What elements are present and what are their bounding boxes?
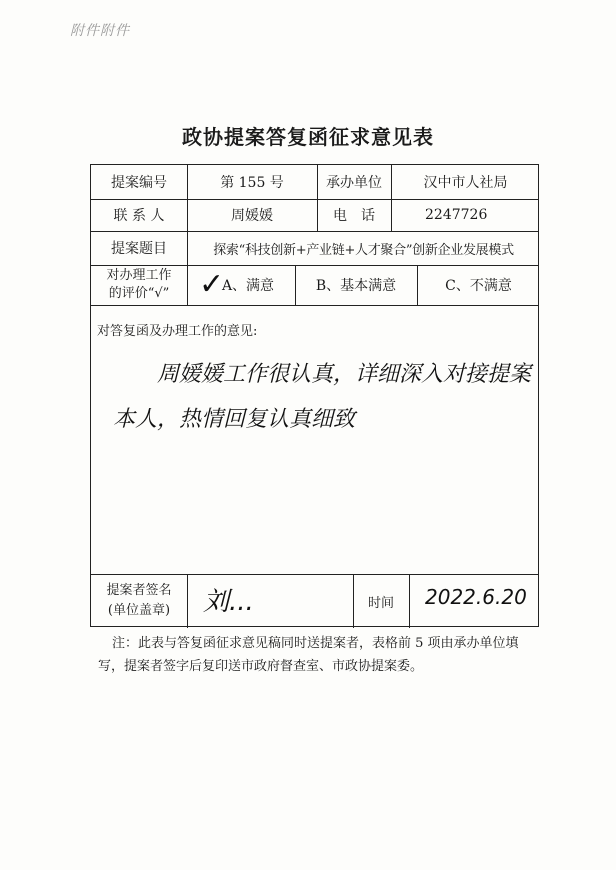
proposal-number-value: 第 155 号 — [220, 175, 284, 191]
evaluation-label-line1: 对办理工作 — [106, 268, 172, 283]
handling-unit-label: 承办单位 — [326, 175, 382, 191]
proposal-topic-label: 提案题目 — [111, 241, 167, 257]
time-label: 时间 — [367, 595, 394, 611]
checkmark-icon: ✓ — [199, 267, 225, 302]
proposal-form-table — [90, 164, 539, 627]
opinion-handwritten-line2: 本人，热情回复认真细致 — [113, 407, 356, 432]
corner-handwritten-note: 附件附件 — [70, 23, 130, 39]
proposal-topic-value: 探索“科技创新+产业链+人才聚合”创新企业发展模式 — [213, 242, 514, 258]
opinion-label: 对答复函及办理工作的意见: — [97, 323, 258, 339]
page-title: 政协提案答复函征求意见表 — [182, 125, 434, 149]
contact-person-value: 周媛媛 — [231, 208, 273, 224]
phone-value: 2247726 — [425, 207, 488, 223]
time-value: 2022.6.20 — [425, 585, 527, 609]
option-unsatisfied[interactable]: C、不满意 — [445, 278, 512, 294]
phone-label: 电 话 — [333, 208, 375, 224]
option-satisfied[interactable]: A、满意 — [221, 278, 275, 294]
opinion-handwritten-line1: 周媛媛工作很认真，详细深入对接提案 — [157, 362, 532, 387]
signer-label-line2: (单位盖章) — [107, 603, 171, 618]
evaluation-label — [91, 265, 187, 305]
handwritten-signature: 刘... — [203, 587, 254, 617]
signer-label — [91, 574, 187, 628]
evaluation-label-line2: 的评价“√” — [108, 286, 170, 301]
footnote-line1: 注：此表与答复函征求意见稿同时送提案者，表格前 5 项由承办单位填 — [112, 636, 519, 651]
footnote-line2: 写，提案者签字后复印送市政府督查室、市政协提案委。 — [98, 659, 424, 674]
signer-label-line1: 提案者签名 — [106, 583, 172, 598]
option-basically-satisfied[interactable]: B、基本满意 — [315, 278, 397, 294]
handling-unit-value: 汉中市人社局 — [423, 175, 508, 191]
proposal-number-label: 提案编号 — [111, 175, 167, 191]
contact-person-label: 联 系 人 — [113, 208, 165, 224]
footnote — [98, 632, 552, 678]
